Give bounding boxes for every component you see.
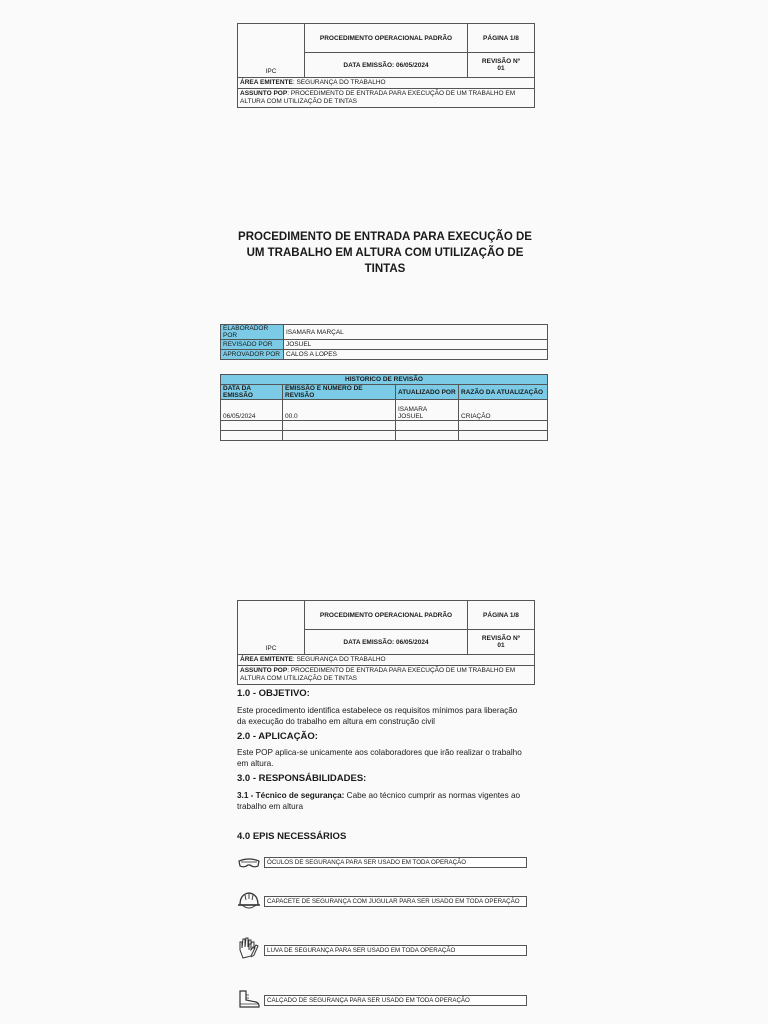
cell-date: 06/05/2024: [221, 400, 283, 421]
section-4-title: 4.0 EPIS NECESSÁRIOS: [237, 831, 347, 842]
header-table: [237, 23, 535, 108]
document-title: PROCEDIMENTO DE ENTRADA PARA EXECUÇÃO DE UM TRABALHO EM ALTURA COM UTILIZAÇÃO DE TINTAS: [238, 231, 532, 275]
header-title: PROCEDIMENTO OPERACIONAL PADRÃO: [305, 601, 468, 630]
epi-gloves-label: LUVA DE SEGURANÇA PARA SER USADO EM TODA OPERAÇÃO: [264, 945, 527, 956]
company-logo: IPC: [238, 601, 305, 655]
boot-icon: [237, 988, 261, 1010]
label-revisado: REVISADO POR: [221, 340, 284, 350]
table-row: [221, 400, 548, 421]
header-table-page2: [237, 600, 535, 685]
revision-history-table: [220, 374, 548, 441]
epi-goggles-label: ÓCULOS DE SEGURANÇA PARA SER USADO EM TODA OPERAÇÃO: [264, 857, 527, 868]
label-elaborador: ELABORADOR POR: [221, 325, 284, 340]
epi-row: [237, 988, 527, 1010]
cell-updated-by: ISAMARA JOSUEL: [396, 400, 459, 421]
section-3-title: 3.0 - RESPONSÁBILIDADES:: [237, 773, 367, 784]
table-row: [221, 421, 548, 431]
epi-helmet-label: CAPACETE DE SEGURANÇA COM JUGULAR PARA SER USADO EM TODA OPERAÇÃO: [264, 896, 527, 907]
value-aprovador: CALOS A LOPES: [284, 350, 548, 360]
responsibles-table: [220, 324, 548, 360]
section-2-text: Este POP aplica-se unicamente aos colaboradores que irão realizar o trabalho em altura.: [237, 748, 522, 768]
value-revisado: JOSUEL: [284, 340, 548, 350]
area-emitente: ÁREA EMITENTE: SEGURANÇA DO TRABALHO: [238, 655, 535, 666]
goggles-icon: [237, 853, 261, 875]
area-emitente: ÁREA EMITENTE: SEGURANÇA DO TRABALHO: [238, 78, 535, 89]
helmet-icon: [237, 889, 261, 911]
section-1-text: Este procedimento identifica estabelece os requisitos mínimos para liberação da execução do trabalho em altura em construção civil: [237, 706, 518, 726]
emission-date: DATA EMISSÃO: 06/05/2024: [305, 630, 468, 655]
company-logo: IPC: [238, 24, 305, 78]
value-elaborador: ISAMARA MARÇAL: [284, 325, 548, 340]
epi-row: [237, 936, 527, 958]
page-number: PÁGINA 1/8: [468, 601, 535, 630]
table-row: [221, 431, 548, 441]
col-updated-by: ATUALIZADO POR: [396, 385, 459, 400]
revision-number: REVISÃO Nº 01: [468, 53, 535, 78]
col-emission: EMISSÃO E NÚMERO DE REVISÃO: [283, 385, 396, 400]
header-title: PROCEDIMENTO OPERACIONAL PADRÃO: [305, 24, 468, 53]
epi-row: [237, 853, 527, 875]
cell-reason: CRIAÇÃO: [459, 400, 548, 421]
history-title: HISTORICO DE REVISÃO: [221, 375, 548, 385]
cell-emission: 00.0: [283, 400, 396, 421]
section-2-title: 2.0 - APLICAÇÃO:: [237, 731, 318, 742]
col-date: DATA DA EMISSÃO: [221, 385, 283, 400]
label-aprovador: APROVADOR POR: [221, 350, 284, 360]
revision-number: REVISÃO Nº 01: [468, 630, 535, 655]
section-3-1-text: 3.1 - Técnico de segurança: Cabe ao técnico cumprir as normas vigentes ao trabalho em altura: [237, 791, 521, 811]
page-number: PÁGINA 1/8: [468, 24, 535, 53]
epi-boot-label: CALÇADO DE SEGURANÇA PARA SER USADO EM TODA OPERAÇÃO: [264, 995, 527, 1006]
gloves-icon: [237, 936, 261, 958]
col-reason: RAZÃO DA ATUALIZAÇÃO: [459, 385, 548, 400]
assunto-pop: ASSUNTO POP: PROCEDIMENTO DE ENTRADA PARA EXECUÇÃO DE UM TRABALHO EM ALTURA COM UTILIZAÇÃO DE TINTAS: [238, 666, 535, 685]
epi-row: [237, 889, 527, 911]
assunto-pop: ASSUNTO POP: PROCEDIMENTO DE ENTRADA PARA EXECUÇÃO DE UM TRABALHO EM ALTURA COM UTILIZAÇÃO DE TINTAS: [238, 89, 535, 108]
section-1-title: 1.0 - OBJETIVO:: [237, 688, 310, 699]
emission-date: DATA EMISSÃO: 06/05/2024: [305, 53, 468, 78]
